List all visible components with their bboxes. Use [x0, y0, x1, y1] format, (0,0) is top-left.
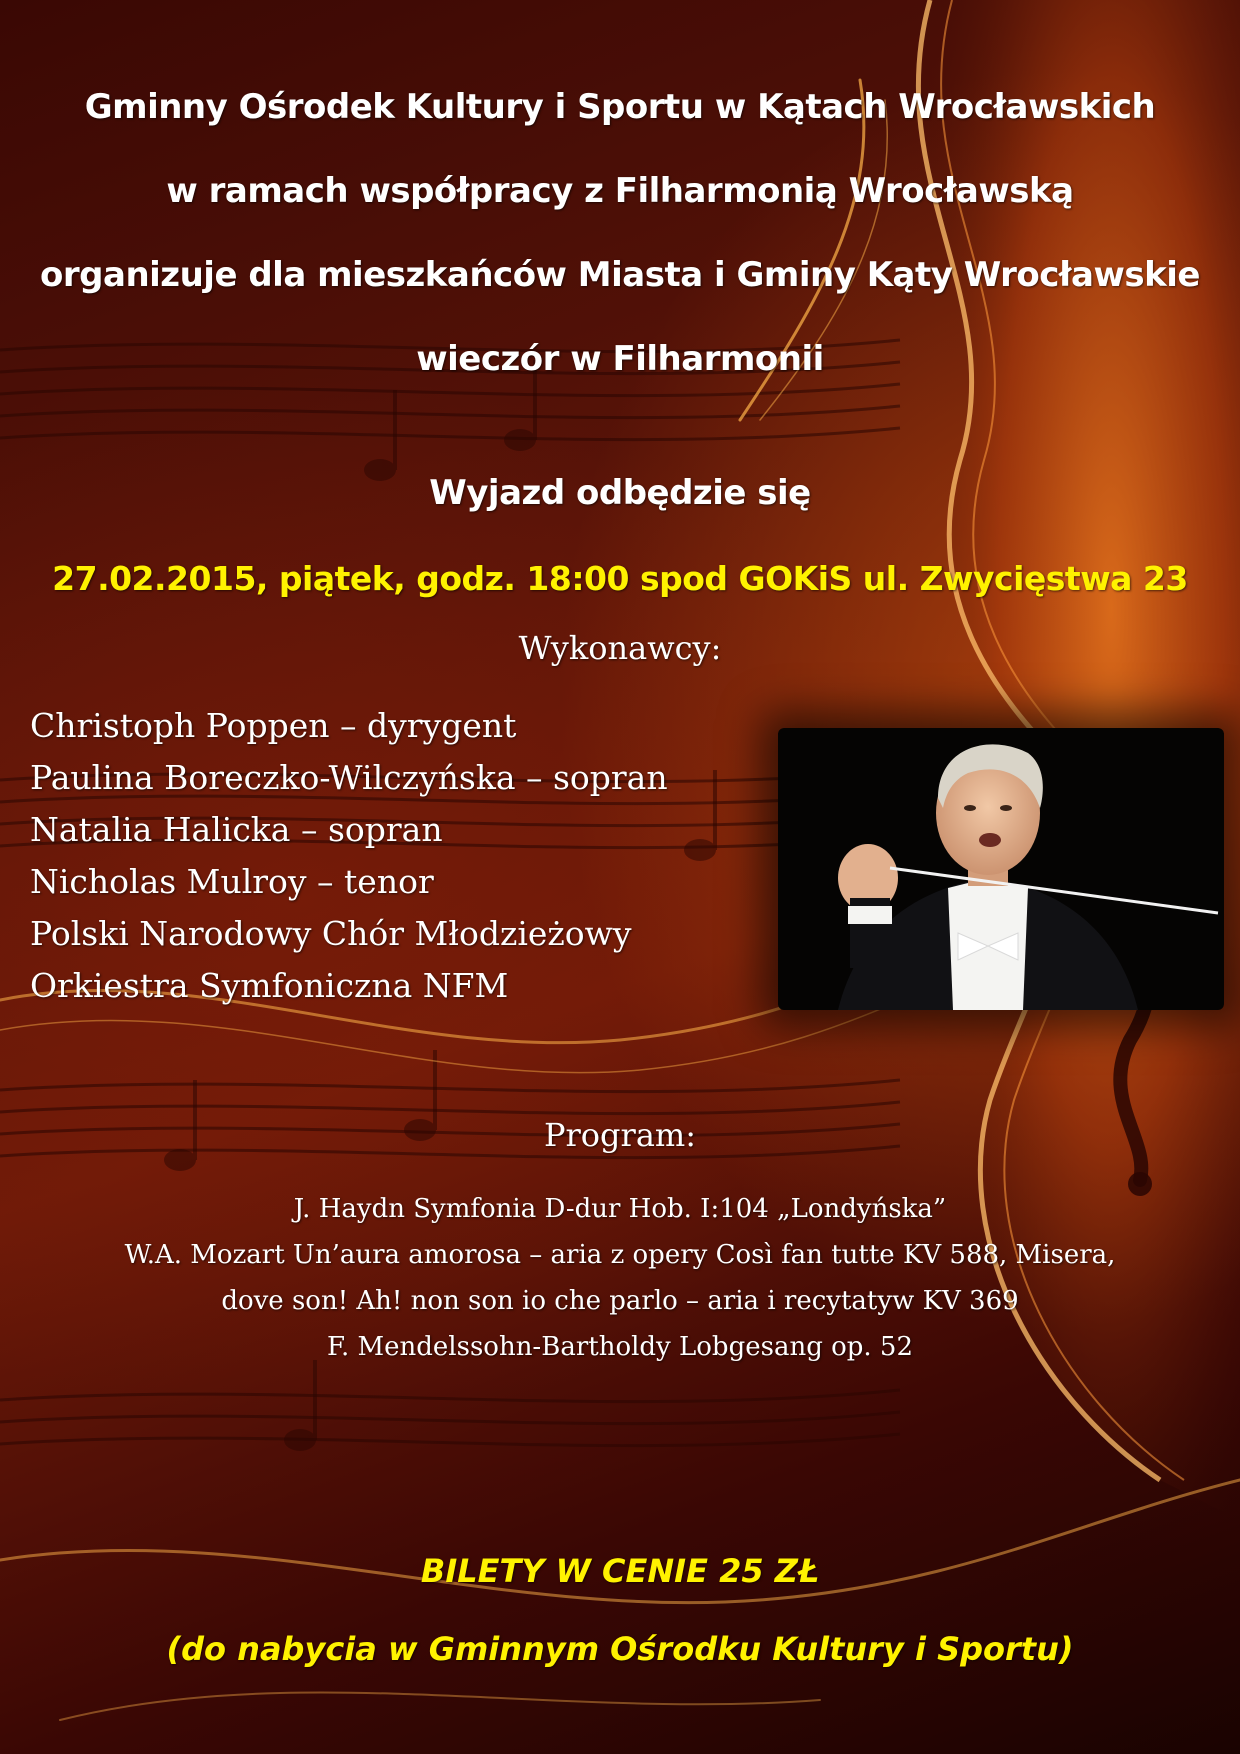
performer-item: Christoph Poppen – dyrygent — [30, 706, 517, 745]
program-heading: Program: — [543, 1116, 697, 1154]
departure-heading: Wyjazd odbędzie się — [429, 473, 811, 513]
program-item: W.A. Mozart Un’aura amorosa – aria z opery Così fan tutte KV 588, Misera, — [124, 1240, 1116, 1270]
performer-item: Natalia Halicka – sopran — [30, 810, 443, 849]
program-item: F. Mendelssohn-Bartholdy Lobgesang op. 52 — [326, 1332, 914, 1362]
ticket-availability: (do nabycia w Gminnym Ośrodku Kultury i Sportu) — [166, 1630, 1074, 1668]
header-line-2: w ramach współpracy z Filharmonią Wrocławską — [166, 171, 1074, 211]
program-item: J. Haydn Symfonia D-dur Hob. I:104 „Londyńska” — [293, 1194, 947, 1224]
departure-details: 27.02.2015, piątek, godz. 18:00 spod GOKiS ul. Zwycięstwa 23 — [52, 559, 1188, 598]
performer-item: Nicholas Mulroy – tenor — [30, 862, 434, 901]
header-line-1: Gminny Ośrodek Kultury i Sportu w Kątach Wrocławskich — [84, 87, 1156, 127]
header-line-3: organizuje dla mieszkańców Miasta i Gminy Kąty Wrocławskie — [40, 255, 1200, 295]
program-item: dove son! Ah! non son io che parlo – aria i recytatyw KV 369 — [221, 1286, 1019, 1316]
performer-item: Polski Narodowy Chór Młodzieżowy — [30, 914, 632, 953]
conductor-photo — [778, 728, 1224, 1010]
ticket-price: BILETY W CENIE 25 ZŁ — [420, 1552, 820, 1590]
performers-heading: Wykonawcy: — [518, 629, 722, 667]
header-line-4: wieczór w Filharmonii — [416, 339, 824, 379]
performer-item: Paulina Boreczko-Wilczyńska – sopran — [30, 758, 668, 797]
program-list — [0, 1186, 1240, 1370]
performers-list — [30, 700, 668, 1012]
performer-item: Orkiestra Symfoniczna NFM — [30, 966, 509, 1005]
